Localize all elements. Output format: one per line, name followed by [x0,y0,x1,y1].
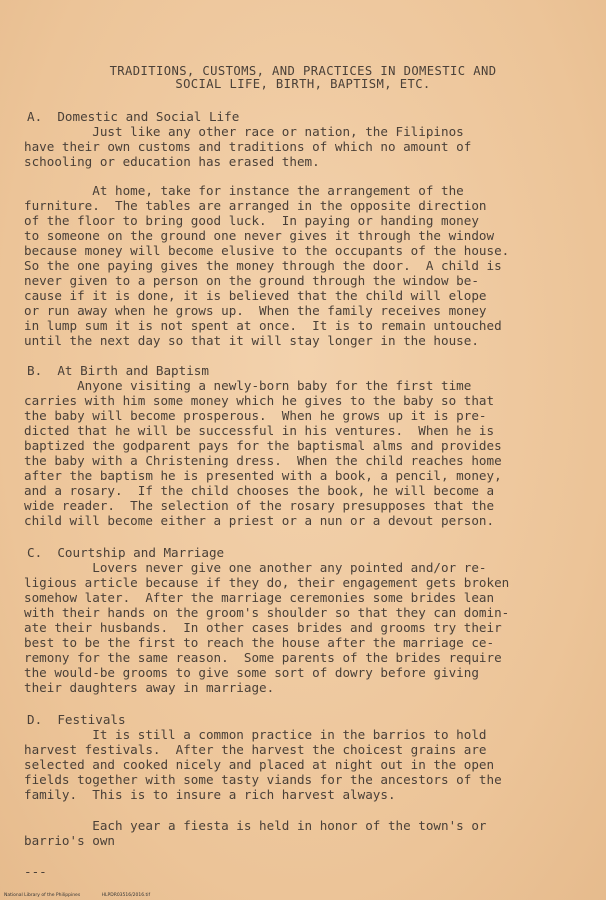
text-line: fields together with some tasty viands for the ancestors of the [24,772,502,787]
text-line: the baby with a Christening dress. When the child reaches home [24,453,502,468]
text-line: barrio's own [24,833,115,848]
text-line: somehow later. After the marriage ceremonies some brides lean [24,590,495,605]
text-line: in lump sum it is not spent at once. It is to remain untouched [24,318,502,333]
text-line: the baby will become prosperous. When he grows up it is pre- [24,408,487,423]
text-line: family. This is to insure a rich harvest always. [24,787,396,802]
document-title-line-1: TRADITIONS, CUSTOMS, AND PRACTICES IN DOMESTIC AND [109,64,497,78]
text-line: cause if it is done, it is believed that the child will elope [24,288,487,303]
document-title-line-2: SOCIAL LIFE, BIRTH, BAPTISM, ETC. [175,77,431,91]
section-heading-b: B. At Birth and Baptism [27,363,209,378]
text-line: or run away when he grows up. When the family receives money [24,303,487,318]
text-line: after the baptism he is presented with a book, a pencil, money, [24,468,502,483]
text-line: and a rosary. If the child chooses the book, he will become a [24,483,495,498]
text-line: remony for the same reason. Some parents of the brides require [24,650,502,665]
text-line: with their hands on the groom's shoulder so that they can domin- [24,605,510,620]
text-line: best to be the first to reach the house after the marriage ce- [24,635,495,650]
text-line: ate their husbands. In other cases brides and grooms try their [24,620,502,635]
text-line: ligious article because if they do, their engagement gets broken [24,575,510,590]
section-heading-d: D. Festivals [27,712,126,727]
text-line: Lovers never give one another any pointed and/or re- [24,560,487,575]
section-heading-a: A. Domestic and Social Life [27,109,240,124]
text-line: selected and cooked nicely and placed at night out in the open [24,757,495,772]
text-line: have their own customs and traditions of which no amount of [24,139,472,154]
text-line: child will become either a priest or a nun or a devout person. [24,513,495,528]
footer-file-id: HLPDR03516/2016.tif [101,893,151,898]
text-line: dicted that he will be successful in his ventures. When he is [24,423,495,438]
text-line: baptized the godparent pays for the baptismal alms and provides [24,438,502,453]
text-line: until the next day so that it will stay longer in the house. [24,333,479,348]
text-line: So the one paying gives the money through the door. A child is [24,258,502,273]
text-line: the would-be grooms to give some sort of dowry before giving [24,665,479,680]
text-line: wide reader. The selection of the rosary presupposes that the [24,498,495,513]
text-line: harvest festivals. After the harvest the choicest grains are [24,742,487,757]
text-line: Just like any other race or nation, the Filipinos [24,124,464,139]
text-line: because money will become elusive to the occupants of the house. [24,243,510,258]
footer-library: National Library of the Philippines [4,893,81,898]
text-line: It is still a common practice in the barrios to hold [24,727,487,742]
text-line: At home, take for instance the arrangement of the [24,183,464,198]
text-line: Each year a fiesta is held in honor of the town's or [24,818,487,833]
text-line: schooling or education has erased them. [24,154,320,169]
text-line: to someone on the ground one never gives it through the window [24,228,495,243]
text-line: never given to a person on the ground through the window be- [24,273,479,288]
text-line: Anyone visiting a newly-born baby for the first time [24,378,472,393]
text-line: furniture. The tables are arranged in the opposite direction [24,198,487,213]
trailing-mark: --- [24,864,47,879]
section-heading-c: C. Courtship and Marriage [27,545,225,560]
text-line: carries with him some money which he gives to the baby so that [24,393,495,408]
scan-footer [0,893,606,898]
text-line: their daughters away in marriage. [24,680,275,695]
text-line: of the floor to bring good luck. In paying or handing money [24,213,479,228]
